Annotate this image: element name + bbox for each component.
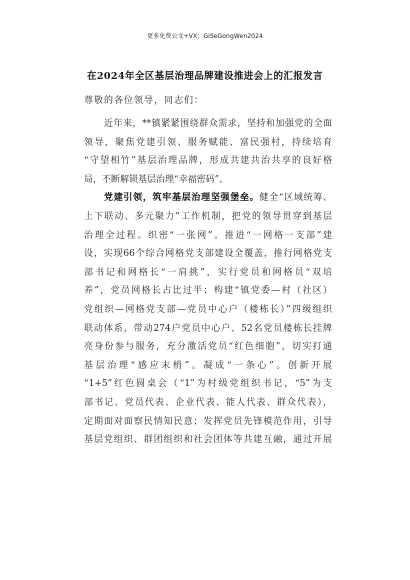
header-note: 更多免费公文+VX：GiSeGongWen2024: [147, 33, 263, 40]
body-line: [84, 321, 332, 337]
body-line: [84, 432, 332, 448]
line-text: 党组织—网格党支部—党员中心户（楼栋长）”四级组织: [84, 305, 332, 315]
body-line: [84, 283, 332, 299]
body-line: [84, 358, 332, 374]
line-text: 养”，党员网格长占比过半；构建“镇党委—村（社区）: [84, 286, 332, 297]
body-line: [84, 135, 332, 151]
body-line: [84, 228, 332, 244]
body-line: [104, 190, 332, 206]
section-heading: 党建引领，筑牢基层治理坚强堡垒。: [104, 193, 260, 204]
body-line: [84, 265, 332, 281]
body-line: [84, 376, 332, 392]
body-line: [84, 414, 332, 430]
body-line: [104, 116, 332, 132]
line-text: 上下联动、多元聚力”工作机制，把党的领导贯穿到基层: [84, 212, 332, 222]
line-text: 亮身份参与服务，充分激活党员“红色细胞”，切实打通: [84, 342, 332, 353]
line-text: 局，不断解锁基层治理“幸福密码”。: [84, 174, 229, 185]
body-line: [84, 395, 332, 411]
line-text: 治理全过程。织密“一张网”。推进“一网格一支部”建: [84, 230, 332, 241]
line-text: 健全“区域统筹、: [259, 193, 332, 204]
document-title: 在2024年全区基层治理品牌建设推进会上的汇报发言: [87, 71, 323, 82]
line-text: “守望相竹”基层治理品牌，形成共建共治共享的良好格: [84, 156, 332, 167]
line-text: 近年来，**镇紧紧围绕群众需求，坚持和加强党的全面: [104, 119, 332, 129]
body-line: [84, 339, 332, 355]
line-text: 联动体系，带动274户党员中心户、52名党员楼栋长挂牌: [84, 323, 332, 334]
line-text: 基层党组织、群团组织和社会团体等共建互融，通过开展: [84, 435, 332, 446]
line-text: 基层治理“感应末梢”。凝成“一条心”。创新开展: [84, 360, 332, 371]
line-text: “1+5”红色圆桌会（“1”为村级党组织书记，“5”为支: [84, 379, 332, 390]
body-line: [84, 153, 332, 169]
salutation: 尊敬的各位领导，同志们：: [84, 96, 205, 106]
body-line: [84, 302, 332, 318]
body-line: [84, 172, 228, 188]
body-line: [84, 246, 332, 262]
body-line: [84, 209, 332, 225]
line-text: 定期面对面察民情知民意；发挥党员先锋模范作用，引导: [84, 416, 332, 427]
line-text: 设，实现66个综合网格党支部建设全覆盖，推行网格党支: [84, 249, 332, 260]
line-text: 领导，聚焦党建引领、服务赋能、富民强村，持续培育: [84, 137, 332, 148]
line-text: 部书记和网格长“一肩挑”，实行党员和网格员“双培: [84, 267, 332, 278]
line-text: 部书记、党员代表、企业代表、能人代表、群众代表），: [84, 398, 332, 408]
